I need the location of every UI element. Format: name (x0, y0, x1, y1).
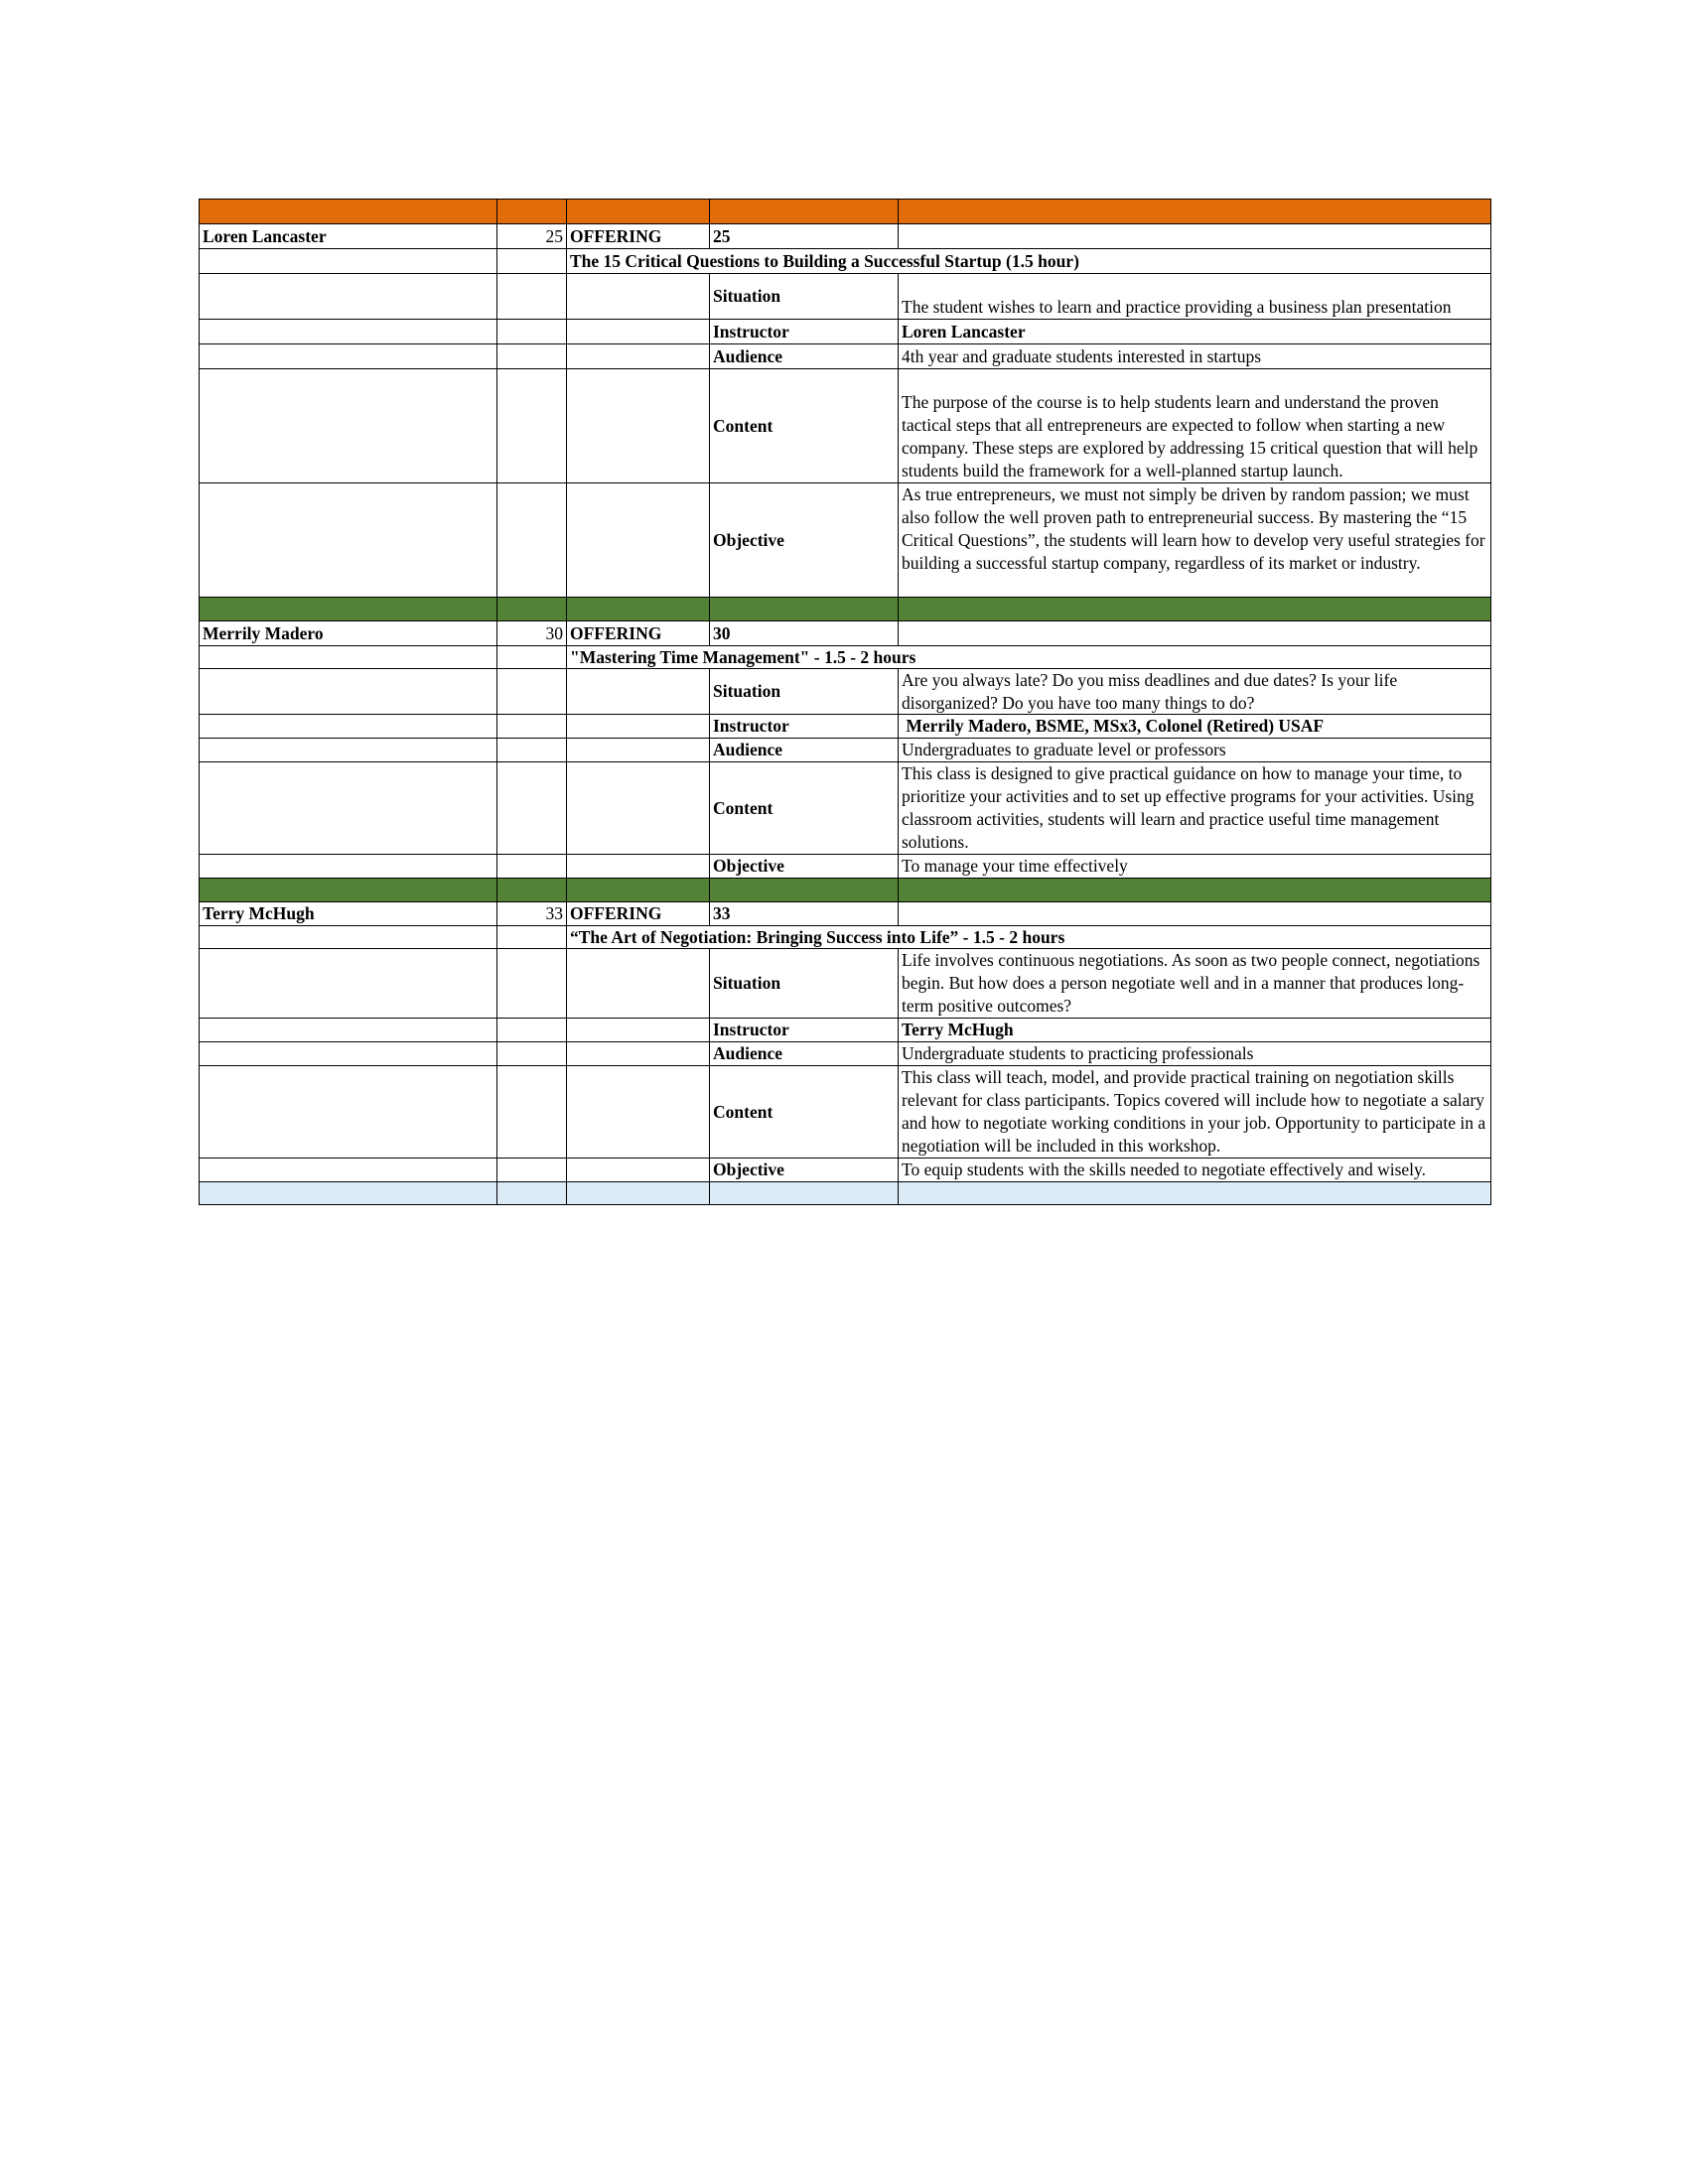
content-text: The purpose of the course is to help students learn and understand the proven tactical steps that all entrepreneurs are expected to follow when starting a new company. These steps are explored by addressing 15 critical question that will help students build the framework for a well-planned startup launch. (898, 369, 1491, 482)
situation-label: Situation (709, 949, 898, 1018)
offering-label: OFFERING (566, 902, 709, 925)
objective-text: To equip students with the skills needed to negotiate effectively and wisely. (898, 1159, 1491, 1181)
offering-row (199, 901, 1491, 925)
course-title: "Mastering Time Management" - 1.5 - 2 hours (566, 646, 1491, 668)
audience-text: 4th year and graduate students interested in startups (898, 344, 1491, 368)
instructor-row (199, 319, 1491, 343)
audience-label: Audience (709, 1042, 898, 1065)
presenter-name: Merrily Madero (199, 621, 496, 645)
instructor-name: Terry McHugh (898, 1019, 1491, 1041)
audience-row (199, 343, 1491, 368)
objective-row (199, 1158, 1491, 1181)
objective-label: Objective (709, 1159, 898, 1181)
offering-row (199, 620, 1491, 645)
instructor-row (199, 1018, 1491, 1041)
instructor-row (199, 714, 1491, 738)
title-row (199, 645, 1491, 668)
objective-label: Objective (709, 855, 898, 878)
audience-row (199, 1041, 1491, 1065)
separator-band-row (199, 878, 1491, 901)
content-row (199, 368, 1491, 482)
situation-text: Life involves continuous negotiations. As soon as two people connect, negotiations begin. But how does a person negotiate well and in a manner that produces long-term positive outcomes? (898, 949, 1491, 1018)
audience-text: Undergraduates to graduate level or professors (898, 739, 1491, 761)
content-text: This class is designed to give practical guidance on how to manage your time, to prioritize your activities and to set up effective programs for your activities. Using classroom activities, students will learn and practice useful time management solutions. (898, 762, 1491, 854)
instructor-label: Instructor (709, 320, 898, 343)
objective-label: Objective (709, 483, 898, 597)
audience-text: Undergraduate students to practicing professionals (898, 1042, 1491, 1065)
content-label: Content (709, 369, 898, 482)
presenter-number: 30 (496, 621, 566, 645)
presenter-number: 25 (496, 224, 566, 248)
audience-row (199, 738, 1491, 761)
audience-label: Audience (709, 739, 898, 761)
course-title: “The Art of Negotiation: Bringing Success into Life” - 1.5 - 2 hours (566, 926, 1491, 948)
presenter-number: 33 (496, 902, 566, 925)
situation-label: Situation (709, 274, 898, 319)
instructor-name: Loren Lancaster (898, 320, 1491, 343)
offering-number: 30 (709, 621, 898, 645)
content-row (199, 1065, 1491, 1158)
objective-row (199, 854, 1491, 878)
header-band-row (199, 199, 1491, 223)
objective-text: As true entrepreneurs, we must not simply be driven by random passion; we must also follow the well proven path to entrepreneurial success. By mastering the “15 Critical Questions”, the students will learn how to develop very useful strategies for building a successful startup company, regardless of its market or industry. (898, 483, 1491, 597)
content-row (199, 761, 1491, 854)
situation-text: Are you always late? Do you miss deadlines and due dates? Is your life disorganized? Do you have too many things to do? (898, 669, 1491, 714)
course-offerings-table (199, 199, 1491, 1205)
footer-band-row (199, 1181, 1491, 1205)
situation-row (199, 273, 1491, 319)
instructor-label: Instructor (709, 1019, 898, 1041)
content-label: Content (709, 762, 898, 854)
course-title: The 15 Critical Questions to Building a Successful Startup (1.5 hour) (566, 249, 1491, 273)
presenter-name: Loren Lancaster (199, 224, 496, 248)
situation-text: The student wishes to learn and practice providing a business plan presentation (898, 274, 1491, 319)
title-row (199, 248, 1491, 273)
presenter-name: Terry McHugh (199, 902, 496, 925)
content-text: This class will teach, model, and provide practical training on negotiation skills relevant for class participants. Topics covered will include how to negotiate a salary and how to negotiate working conditions in your job. Opportunity to participate in a negotiation will be included in this workshop. (898, 1066, 1491, 1158)
instructor-name: Merrily Madero, BSME, MSx3, Colonel (Retired) USAF (898, 715, 1491, 738)
objective-row (199, 482, 1491, 597)
content-label: Content (709, 1066, 898, 1158)
offering-row (199, 223, 1491, 248)
title-row (199, 925, 1491, 948)
offering-number: 25 (709, 224, 898, 248)
offering-number: 33 (709, 902, 898, 925)
offering-label: OFFERING (566, 621, 709, 645)
separator-band-row (199, 597, 1491, 620)
objective-text: To manage your time effectively (898, 855, 1491, 878)
audience-label: Audience (709, 344, 898, 368)
situation-row (199, 668, 1491, 714)
instructor-label: Instructor (709, 715, 898, 738)
offering-label: OFFERING (566, 224, 709, 248)
situation-row (199, 948, 1491, 1018)
situation-label: Situation (709, 669, 898, 714)
